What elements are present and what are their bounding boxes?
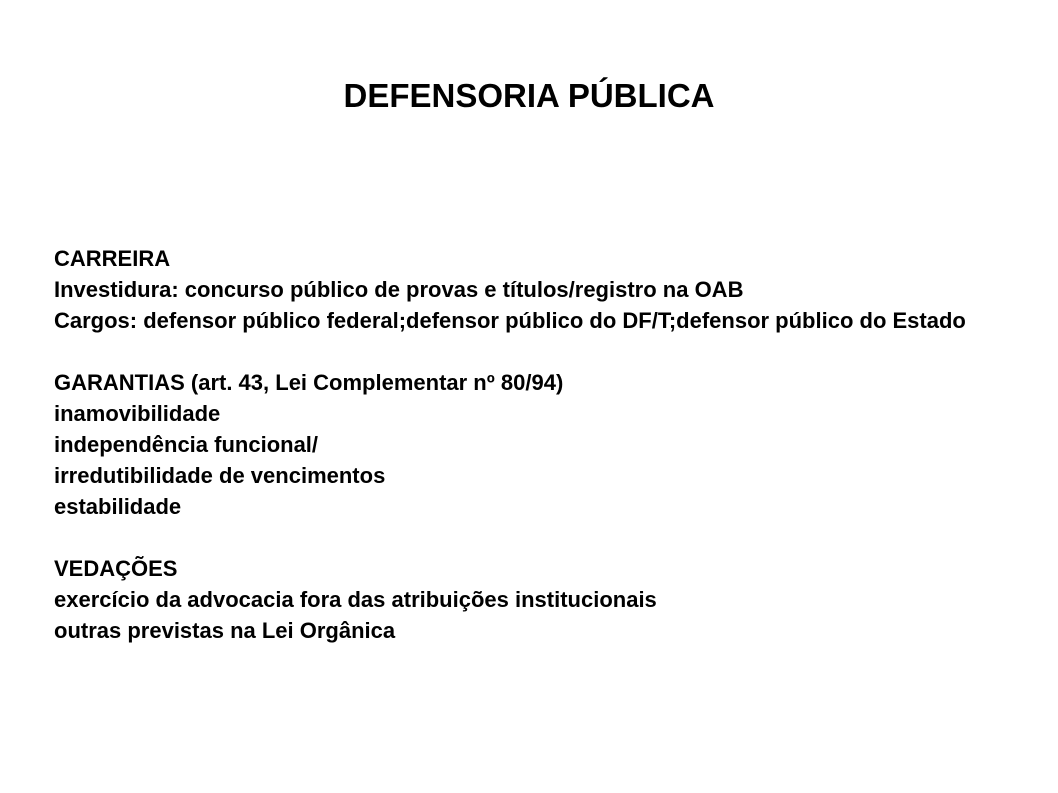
spacer xyxy=(54,336,1001,367)
carreira-cargos: Cargos: defensor público federal;defensor público do DF/T;defensor público do Estado xyxy=(54,308,966,333)
spacer xyxy=(54,522,1001,553)
list-item: exercício da advocacia fora das atribuições institucionais xyxy=(54,587,657,612)
section-heading-vedacoes: VEDAÇÕES xyxy=(54,556,178,581)
carreira-investidura: Investidura: concurso público de provas e títulos/registro na OAB xyxy=(54,277,744,302)
slide-content xyxy=(54,243,1001,646)
list-item: inamovibilidade xyxy=(54,401,221,426)
list-item: estabilidade xyxy=(54,494,182,519)
section-heading-carreira: CARREIRA xyxy=(54,246,171,271)
list-item: independência funcional/ xyxy=(54,432,319,457)
section-heading-garantias: GARANTIAS (art. 43, Lei Complementar nº 80/94) xyxy=(54,370,564,395)
list-item: irredutibilidade de vencimentos xyxy=(54,463,386,488)
list-item: outras previstas na Lei Orgânica xyxy=(54,618,396,643)
page-title: DEFENSORIA PÚBLICA xyxy=(343,77,715,114)
